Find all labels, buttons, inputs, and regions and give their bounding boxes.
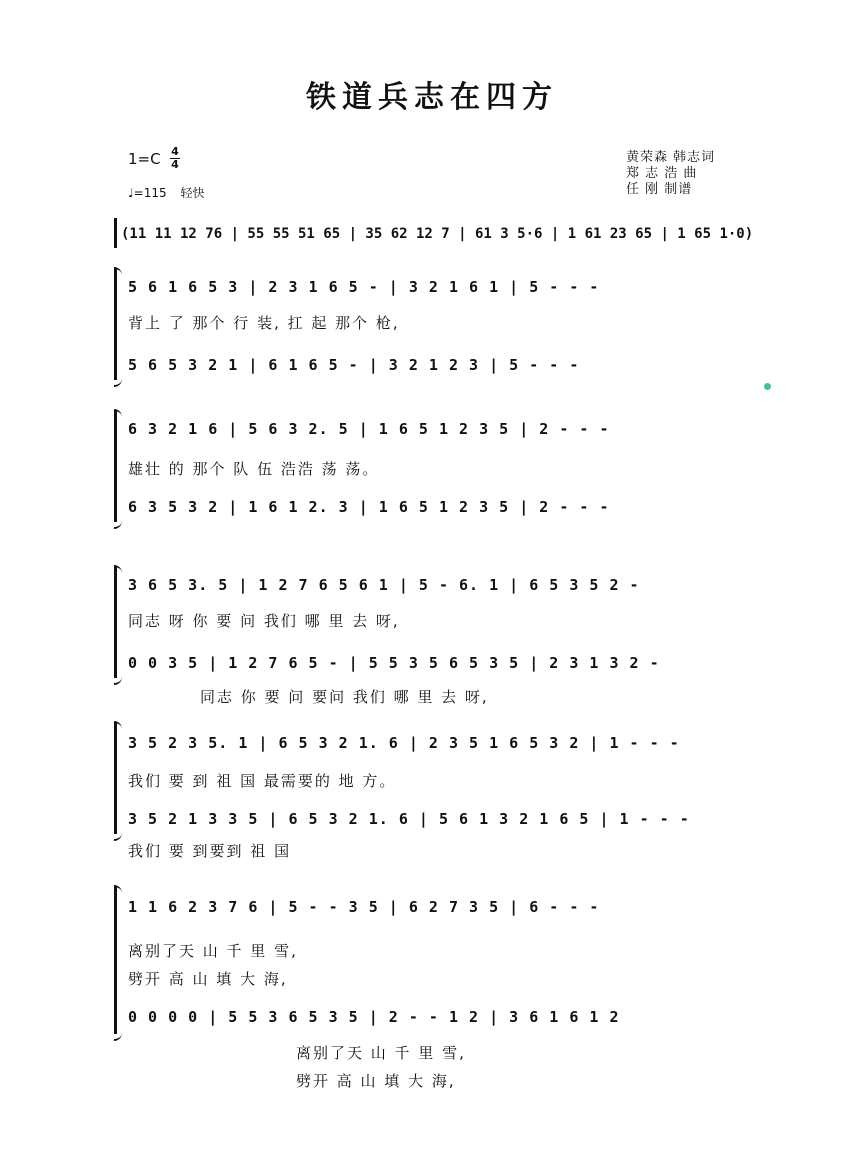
system3-lyrics: 同志 呀 你 要 问 我们 哪 里 去 呀, [128,612,400,630]
system-bracket [114,722,117,834]
tempo-marking [128,184,204,201]
credit-arranger: 任 刚 制谱 [626,182,693,197]
system2-upper-notes: 6 3 2 1 6 | 5 6 3 2. 5 | 1 6 5 1 2 3 5 | 2 - - - [128,420,610,438]
intro-notation: (11 11 12 76 | 55 55 51 65 | 35 62 12 7 | 61 3 5·6 | 1 61 23 65 | 1 65 1·0) [121,226,754,242]
system1-lyrics: 背上 了 那个 行 装, 扛 起 那个 枪, [128,314,400,332]
system3-lower-notes: 0 0 3 5 | 1 2 7 6 5 - | 5 5 3 5 6 5 3 5 | 2 3 1 3 2 - [128,654,660,672]
tempo-expression: 轻快 [180,186,205,200]
system1-upper-notes: 5 6 1 6 5 3 | 2 3 1 6 5 - | 3 2 1 6 1 | 5 - - - [128,278,600,296]
system4-lower-notes: 3 5 2 1 3 3 5 | 6 5 3 2 1. 6 | 5 6 1 3 2 1 6 5 | 1 - - - [128,810,690,828]
system5-upper-notes: 1 1 6 2 3 7 6 | 5 - - 3 5 | 6 2 7 3 5 | 6 - - - [128,898,600,916]
system-bracket [114,886,117,1034]
system5-lower-lyrics-verse1: 离别了天 山 千 里 雪, [296,1044,466,1062]
credit-composer: 郑 志 浩 曲 [626,166,698,181]
repeat-start-bar [114,218,117,248]
credit-lyricist: 黄荣森 韩志词 [626,150,716,165]
system5-lyrics-verse2: 劈开 高 山 填 大 海, [128,970,288,988]
system3-lower-lyrics: 同志 你 要 问 要问 我们 哪 里 去 呀, [200,688,489,706]
time-sig-bottom: 4 [171,158,179,171]
system2-lower-notes: 6 3 5 3 2 | 1 6 1 2. 3 | 1 6 5 1 2 3 5 | 2 - - - [128,498,610,516]
system4-lyrics: 我们 要 到 祖 国 最需要的 地 方。 [128,772,397,790]
song-title: 铁道兵志在四方 [306,80,558,115]
key-signature: 1=C [128,150,161,168]
system3-upper-notes: 3 6 5 3. 5 | 1 2 7 6 5 6 1 | 5 - 6. 1 | 6 5 3 5 2 - [128,576,640,594]
time-signature [170,146,180,171]
marker-dot [764,383,771,390]
system-bracket [114,268,117,380]
tempo-value: ♩=115 [128,186,167,200]
system4-lower-lyrics: 我们 要 到要到 祖 国 [128,842,292,860]
system-bracket [114,410,117,522]
system4-upper-notes: 3 5 2 3 5. 1 | 6 5 3 2 1. 6 | 2 3 5 1 6 5 3 2 | 1 - - - [128,734,680,752]
system5-lower-lyrics-verse2: 劈开 高 山 填 大 海, [296,1072,456,1090]
time-sig-top: 4 [171,145,179,158]
system-bracket [114,566,117,678]
system2-lyrics: 雄壮 的 那个 队 伍 浩浩 荡 荡。 [128,460,380,478]
system5-lyrics-verse1: 离别了天 山 千 里 雪, [128,942,298,960]
system5-lower-notes: 0 0 0 0 | 5 5 3 6 5 3 5 | 2 - - 1 2 | 3 6 1 6 1 2 [128,1008,620,1026]
system1-lower-notes: 5 6 5 3 2 1 | 6 1 6 5 - | 3 2 1 2 3 | 5 - - - [128,356,580,374]
